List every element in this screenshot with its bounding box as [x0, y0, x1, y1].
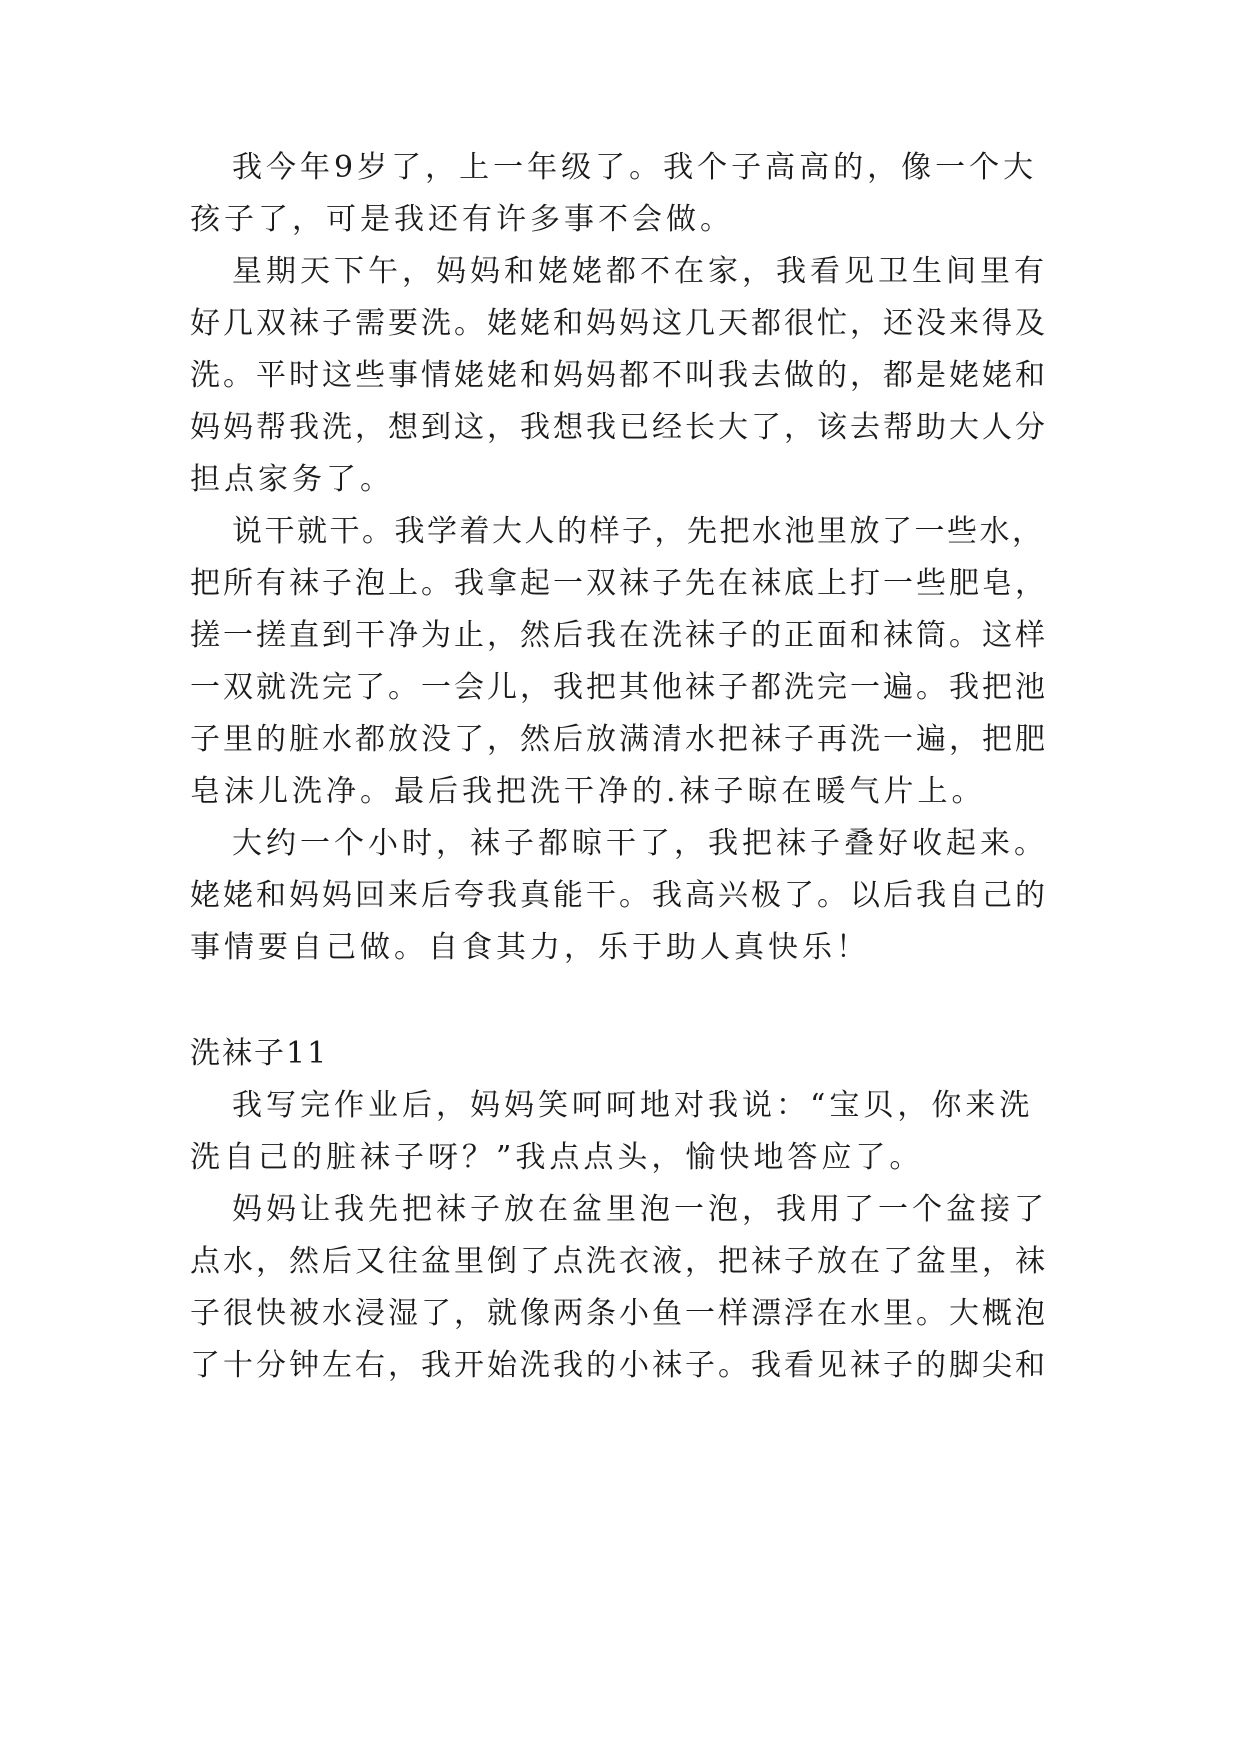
- text-line: 孩子了，可是我还有许多事不会做。: [190, 202, 734, 237]
- text-line: 大约一个小时，袜子都晾干了，我把袜子叠好收起来。: [232, 826, 1048, 861]
- text-line: 一双就洗完了。一会儿，我把其他袜子都洗完一遍。我把池: [190, 670, 1048, 705]
- text-line: 我今年9岁了，上一年级了。我个子高高的，像一个大: [232, 150, 1038, 185]
- text-line: 担点家务了。: [190, 462, 394, 497]
- section-title: 洗袜子11: [190, 1036, 329, 1071]
- text-line: 事情要自己做。自食其力，乐于助人真快乐！: [190, 930, 870, 965]
- text-line: 洗。平时这些事情姥姥和妈妈都不叫我去做的，都是姥姥和: [190, 358, 1048, 393]
- text-line: 把所有袜子泡上。我拿起一双袜子先在袜底上打一些肥皂，: [190, 566, 1048, 601]
- text-line: 好几双袜子需要洗。姥姥和妈妈这几天都很忙，还没来得及: [190, 306, 1048, 341]
- text-line: 星期天下午，妈妈和姥姥都不在家，我看见卫生间里有: [232, 254, 1048, 289]
- text-line: 洗自己的脏袜子呀？”我点点头，愉快地答应了。: [190, 1140, 924, 1175]
- text-line: 子很快被水浸湿了，就像两条小鱼一样漂浮在水里。大概泡: [190, 1296, 1048, 1331]
- text-line: 我写完作业后，妈妈笑呵呵地对我说：“宝贝，你来洗: [232, 1088, 1034, 1123]
- text-line: 说干就干。我学着大人的样子，先把水池里放了一些水，: [232, 514, 1045, 549]
- text-line: 点水，然后又往盆里倒了点洗衣液，把袜子放在了盆里，袜: [190, 1244, 1048, 1279]
- text-line: 了十分钟左右，我开始洗我的小袜子。我看见袜子的脚尖和: [190, 1348, 1048, 1383]
- text-line: 妈妈让我先把袜子放在盆里泡一泡，我用了一个盆接了: [232, 1192, 1048, 1227]
- text-line: 妈妈帮我洗，想到这，我想我已经长大了，该去帮助大人分: [190, 410, 1048, 445]
- text-line: 搓一搓直到干净为止，然后我在洗袜子的正面和袜筒。这样: [190, 618, 1048, 653]
- text-line: 皂沫儿洗净。最后我把洗干净的.袜子晾在暖气片上。: [190, 774, 986, 809]
- text-line: 子里的脏水都放没了，然后放满清水把袜子再洗一遍，把肥: [190, 722, 1048, 757]
- text-line: 姥姥和妈妈回来后夸我真能干。我高兴极了。以后我自己的: [190, 878, 1048, 913]
